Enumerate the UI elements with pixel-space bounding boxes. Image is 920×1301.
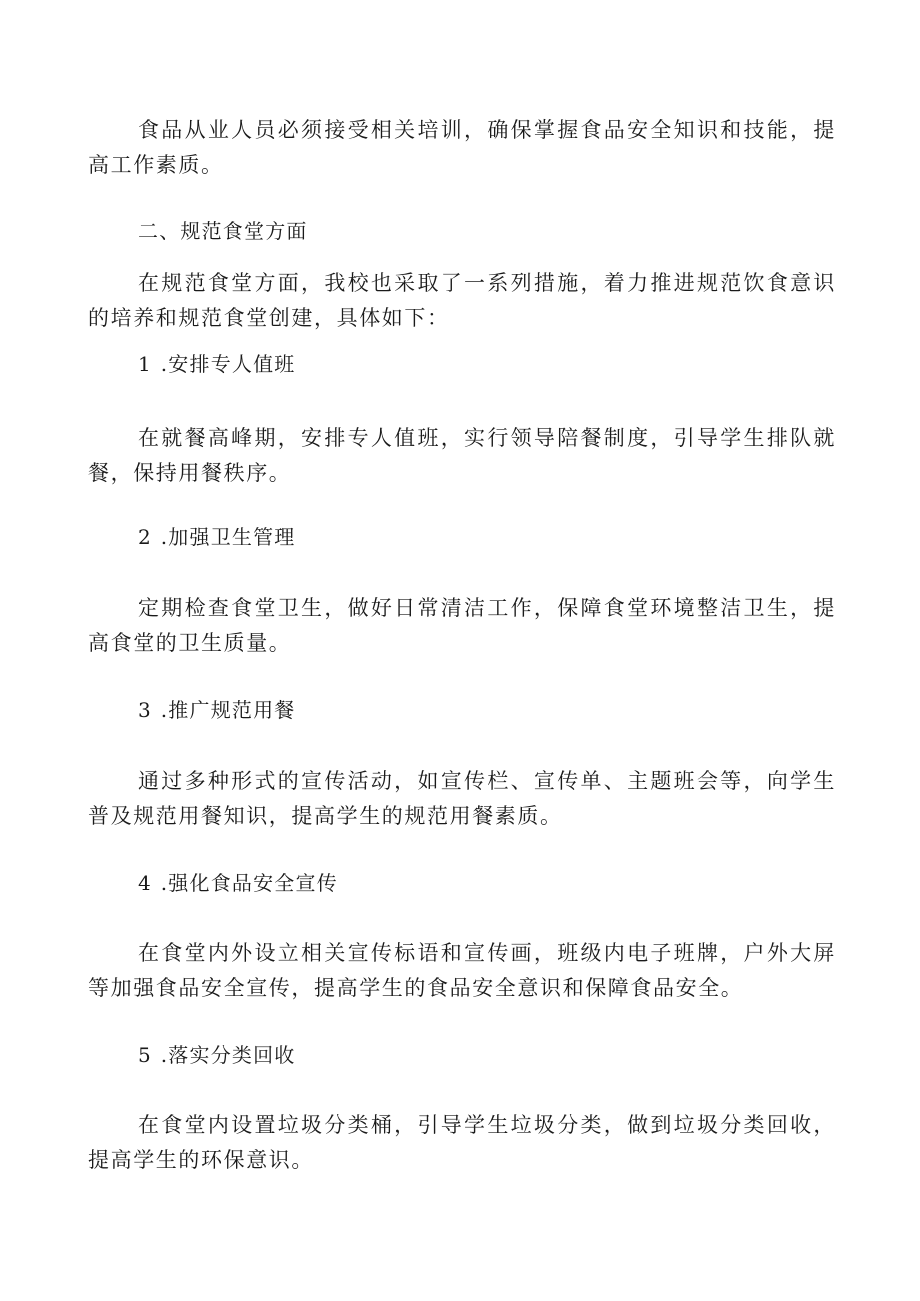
paragraph-training: 食品从业人员必须接受相关培训，确保掌握食品安全知识和技能，提高工作素质。 (88, 118, 836, 177)
item-number: 1 (138, 352, 151, 376)
item-body-1: 在就餐高峰期，安排专人值班，实行领导陪餐制度，引导学生排队就餐，保持用餐秩序。 (88, 426, 836, 485)
item-title: .加强卫生管理 (160, 525, 296, 549)
document-page (88, 0, 836, 1301)
paragraph-canteen-intro: 在规范食堂方面，我校也采取了一系列措施，着力推进规范饮食意识的培养和规范食堂创建，具体如下： (88, 271, 836, 330)
item-title: .落实分类回收 (160, 1043, 296, 1067)
item-heading-1 (138, 349, 296, 379)
item-number: 2 (138, 525, 151, 549)
section-heading-canteen: 二、规范食堂方面 (138, 219, 308, 243)
item-body-3: 通过多种形式的宣传活动，如宣传栏、宣传单、主题班会等，向学生普及规范用餐知识，提高学生的规范用餐素质。 (88, 769, 836, 828)
item-heading-5 (138, 1040, 296, 1070)
item-heading-4 (138, 868, 338, 898)
item-heading-2 (138, 522, 296, 552)
item-heading-3 (138, 695, 296, 725)
item-title: .推广规范用餐 (160, 698, 296, 722)
item-number: 4 (138, 871, 151, 895)
item-title: .安排专人值班 (160, 352, 296, 376)
item-body-5: 在食堂内设置垃圾分类桶，引导学生垃圾分类，做到垃圾分类回收，提高学生的环保意识。 (88, 1113, 836, 1172)
item-body-2: 定期检查食堂卫生，做好日常清洁工作，保障食堂环境整洁卫生，提高食堂的卫生质量。 (88, 596, 836, 655)
item-number: 5 (138, 1043, 151, 1067)
item-body-4: 在食堂内外设立相关宣传标语和宣传画，班级内电子班牌，户外大屏等加强食品安全宣传，提高学生的食品安全意识和保障食品安全。 (88, 941, 836, 1000)
item-title: .强化食品安全宣传 (160, 871, 338, 895)
item-number: 3 (138, 698, 151, 722)
